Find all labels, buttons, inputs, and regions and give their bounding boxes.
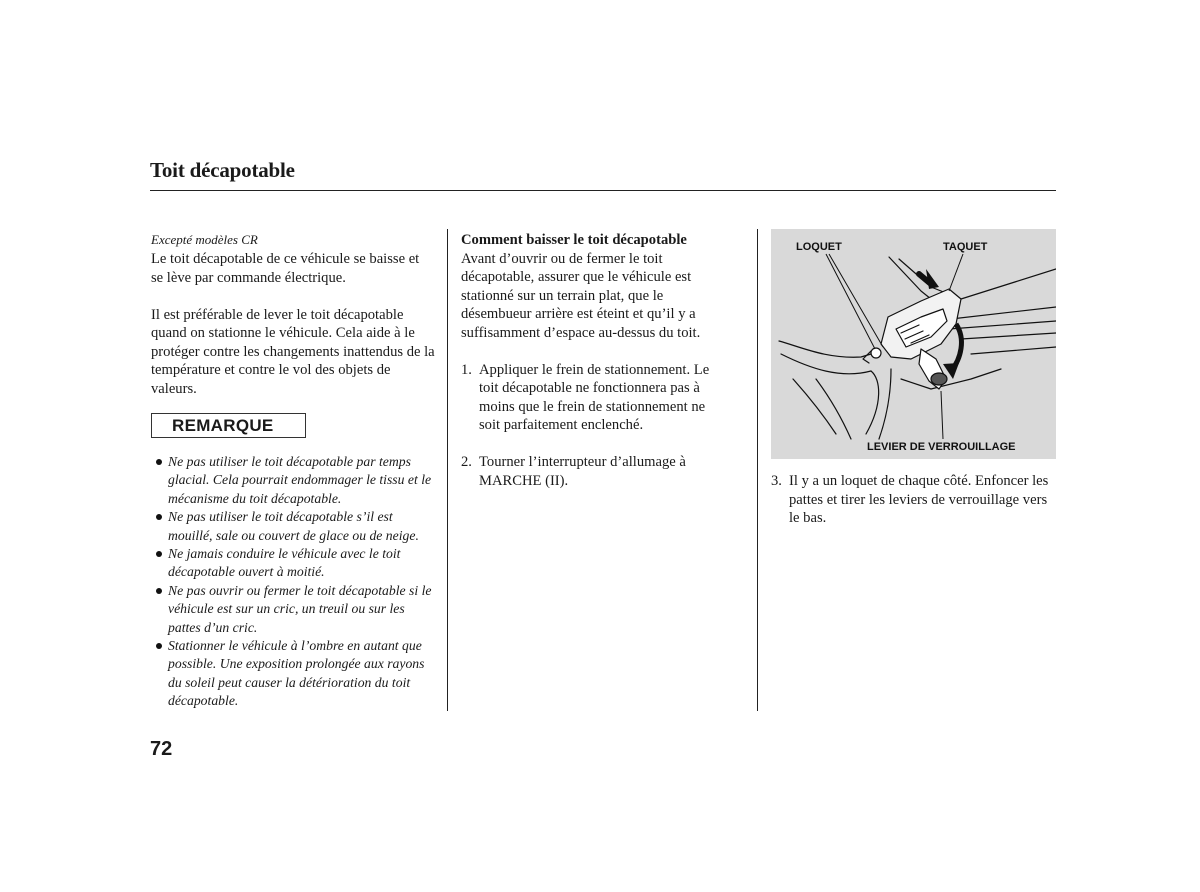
section-heading: Comment baisser le toit décapotable <box>461 232 687 248</box>
latch-label: LOQUET <box>796 241 842 253</box>
intro-paragraph: Le toit décapotable de ce véhicule se baisse et se lève par commande électrique. <box>151 251 420 286</box>
list-item: Ne pas utiliser le toit décapotable par temps glacial. Cela pourrait endommager le tissu et le mécanisme du toit décapotable. <box>151 453 437 508</box>
left-column <box>151 231 435 398</box>
page-number: 72 <box>150 738 173 760</box>
parking-paragraph: Il est préférable de lever le toit décapotable quand on stationne le véhicule. Cela aide à le protéger contre les changements inattendus de la température et contre le vol des objets de valeurs. <box>151 306 435 397</box>
column-divider-right <box>757 229 758 711</box>
step-item <box>461 361 729 435</box>
list-item: Ne jamais conduire le véhicule avec le toit décapotable ouvert à moitié. <box>151 545 437 582</box>
steps-list <box>461 361 729 491</box>
page-title: Toit décapotable <box>150 158 295 182</box>
list-item: Ne pas ouvrir ou fermer le toit décapotable si le véhicule est sur un cric, un treuil ou sur les pattes d’un cric. <box>151 582 437 637</box>
latch-drawing <box>771 229 1056 459</box>
step-item <box>461 453 729 490</box>
list-item: Stationner le véhicule à l’ombre en autant que possible. Une exposition prolongée aux rayons du soleil peut causer la détérioration du toit décapotable. <box>151 637 437 711</box>
list-item: Ne pas utiliser le toit décapotable s’il est mouillé, sale ou couvert de glace ou de neige. <box>151 508 437 545</box>
lever-label: LEVIER DE VERROUILLAGE <box>867 441 1016 453</box>
step-text: Tourner l’interrupteur d’allumage à MARCHE (II). <box>479 454 686 489</box>
step-number: 2. <box>461 454 472 470</box>
step-number: 3. <box>771 473 782 489</box>
latch-illustration <box>771 229 1056 459</box>
remark-label: REMARQUE <box>151 413 306 438</box>
step-text: Appliquer le frein de stationnement. Le toit décapotable ne fonctionnera pas à moins que le frein de stationnement ne soit parfaitement enclenché. <box>479 361 710 433</box>
right-column <box>771 472 1056 528</box>
remark-list <box>151 453 437 711</box>
steps-list-continued <box>771 472 1056 528</box>
section-intro: Avant d’ouvrir ou de fermer le toit décapotable, assurer que le véhicule est stationné sur un terrain plat, que le désembueur arrière est éteint et qu’il y a suffisamment d’espace au-dessus du toit. <box>461 250 701 341</box>
tab-label: TAQUET <box>943 241 988 253</box>
step-number: 1. <box>461 361 472 378</box>
title-rule <box>150 190 1056 191</box>
step-text: Il y a un loquet de chaque côté. Enfoncer les pattes et tirer les leviers de verrouillage vers le bas. <box>789 473 1049 526</box>
middle-column <box>461 231 729 490</box>
step-item <box>771 472 1056 528</box>
model-note: Excepté modèles CR <box>151 232 258 247</box>
column-divider-left <box>447 229 448 711</box>
